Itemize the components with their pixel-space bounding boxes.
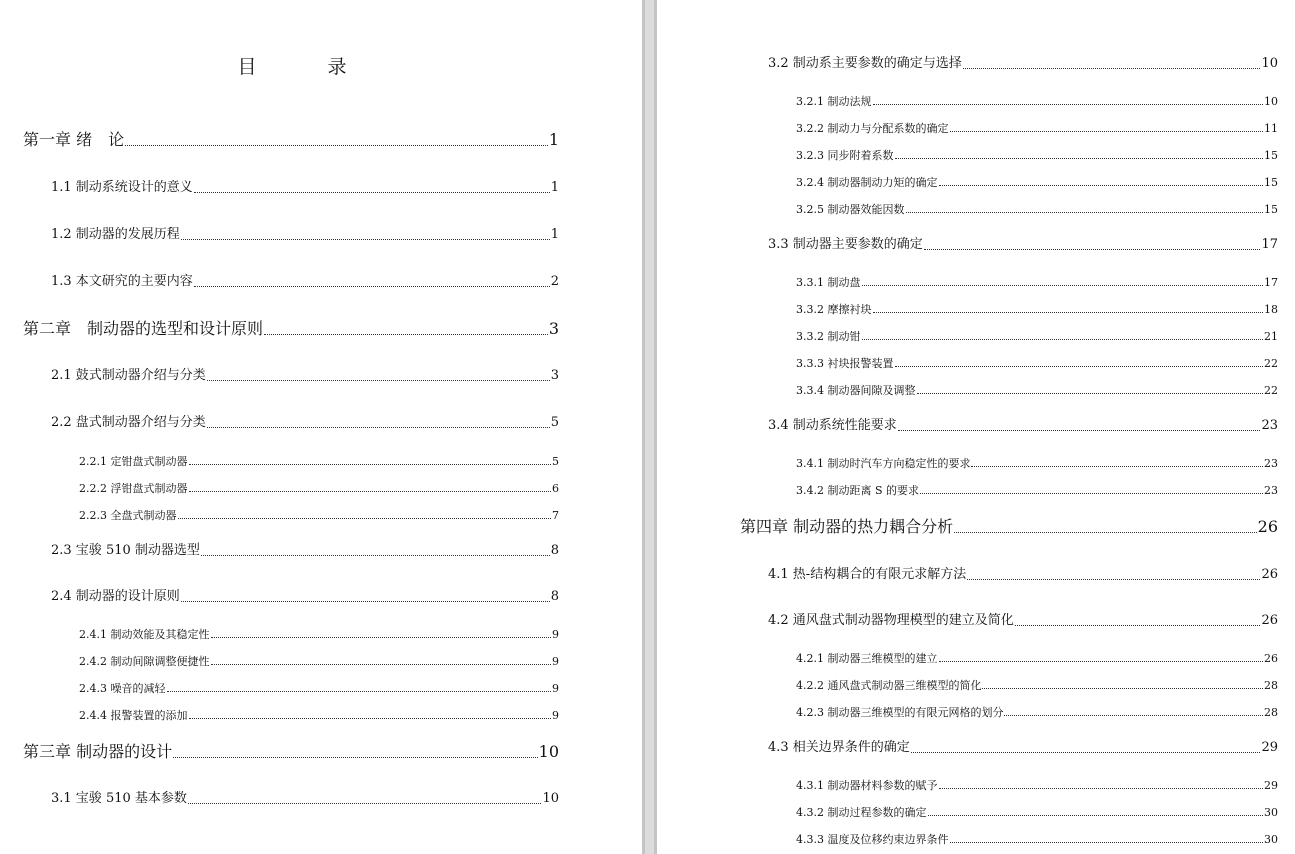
toc-entry-label: 1.2 制动器的发展历程 <box>51 227 180 242</box>
toc-entry-page: 15 <box>1264 176 1278 189</box>
toc-entry-label: 3.1 宝骏 510 基本参数 <box>51 791 187 806</box>
toc-title: 目 录 <box>237 56 373 78</box>
dot-leader <box>189 491 552 492</box>
toc-entry-subsection[interactable] <box>796 356 1278 371</box>
toc-entry-label: 4.2 通风盘式制动器物理模型的建立及简化 <box>768 613 1014 628</box>
toc-entry-label: 1.3 本文研究的主要内容 <box>51 274 193 289</box>
toc-entry-page: 23 <box>1264 484 1278 497</box>
toc-entry-page: 3 <box>548 319 559 338</box>
dot-leader <box>895 158 1264 159</box>
dot-leader <box>939 788 1264 789</box>
toc-entry-section[interactable] <box>768 55 1278 73</box>
toc-entry-subsection[interactable] <box>796 651 1278 666</box>
toc-entry-page: 5 <box>550 415 559 430</box>
toc-entry-label: 第三章 制动器的设计 <box>23 742 173 761</box>
dot-leader <box>211 664 552 665</box>
dot-leader <box>207 380 550 381</box>
toc-entry-label: 3.4 制动系统性能要求 <box>768 418 897 433</box>
toc-entry-page: 8 <box>550 589 559 604</box>
toc-entry-subsection[interactable] <box>79 627 559 642</box>
toc-entry-page: 3 <box>550 368 559 383</box>
toc-entry-subsection[interactable] <box>796 705 1278 720</box>
toc-entry-page: 11 <box>1264 122 1278 135</box>
toc-entry-subsection[interactable] <box>796 302 1278 317</box>
toc-entry-page: 9 <box>552 628 559 641</box>
dot-leader <box>194 286 550 287</box>
toc-entry-page: 8 <box>550 543 559 558</box>
toc-entry-label: 2.1 鼓式制动器介绍与分类 <box>51 368 206 383</box>
toc-entry-page: 22 <box>1264 384 1278 397</box>
dot-leader <box>906 212 1264 213</box>
toc-entry-subsection[interactable] <box>796 805 1278 820</box>
toc-entry-label: 2.2 盘式制动器介绍与分类 <box>51 415 206 430</box>
dot-leader <box>898 430 1261 431</box>
toc-entry-subsection[interactable] <box>796 383 1278 398</box>
toc-entry-label: 3.3 制动器主要参数的确定 <box>768 237 923 252</box>
toc-entry-label: 2.2.3 全盘式制动器 <box>79 509 177 522</box>
dot-leader <box>1015 625 1261 626</box>
toc-entry-label: 2.4.3 噪音的减轻 <box>79 682 166 695</box>
toc-entry-label: 4.2.1 制动器三维模型的建立 <box>796 652 938 665</box>
toc-entry-subsection[interactable] <box>796 275 1278 290</box>
toc-entry-label: 4.3 相关边界条件的确定 <box>768 740 910 755</box>
toc-entry-label: 4.3.3 温度及位移约束边界条件 <box>796 833 949 846</box>
dot-leader <box>178 518 552 519</box>
toc-entry-label: 3.2.3 同步附着系数 <box>796 149 894 162</box>
toc-entry-subsection[interactable] <box>79 654 559 669</box>
toc-entry-page: 21 <box>1264 330 1278 343</box>
toc-entry-page: 9 <box>552 682 559 695</box>
dot-leader <box>963 68 1261 69</box>
toc-entry-section[interactable] <box>51 179 559 197</box>
toc-entry-page: 17 <box>1264 276 1278 289</box>
dot-leader <box>895 366 1264 367</box>
toc-entry-subsection[interactable] <box>796 202 1278 217</box>
dot-leader <box>873 312 1264 313</box>
toc-entry-label: 3.4.1 制动时汽车方向稳定性的要求 <box>796 457 971 470</box>
dot-leader <box>201 555 550 556</box>
toc-entry-subsection[interactable] <box>79 681 559 696</box>
toc-entry-page: 10 <box>1261 56 1278 71</box>
toc-entry-page: 10 <box>542 791 559 806</box>
dot-leader <box>967 579 1260 580</box>
dot-leader <box>181 239 550 240</box>
toc-entry-label: 第一章 绪 论 <box>23 130 125 149</box>
dot-leader <box>920 493 1263 494</box>
toc-entry-subsection[interactable] <box>796 778 1278 793</box>
toc-entry-label: 3.3.2 摩擦衬块 <box>796 303 872 316</box>
dot-leader <box>264 334 548 335</box>
dot-leader <box>188 803 542 804</box>
dot-leader <box>939 661 1264 662</box>
toc-entry-section[interactable] <box>51 588 559 606</box>
dot-leader <box>181 601 550 602</box>
toc-entry-chapter[interactable] <box>23 742 559 762</box>
toc-entry-label: 2.4.2 制动间隙调整便捷性 <box>79 655 210 668</box>
dot-leader <box>1004 715 1263 716</box>
toc-entry-label: 3.3.2 制动钳 <box>796 330 861 343</box>
document-page-left <box>0 0 642 854</box>
toc-entry-page: 29 <box>1264 779 1278 792</box>
toc-entry-section[interactable] <box>768 739 1278 757</box>
toc-entry-subsection[interactable] <box>79 508 559 523</box>
toc-entry-section[interactable] <box>768 566 1278 584</box>
toc-entry-chapter[interactable] <box>23 319 559 339</box>
toc-entry-page: 28 <box>1264 679 1278 692</box>
toc-entry-subsection[interactable] <box>796 148 1278 163</box>
toc-entry-label: 2.2.1 定钳盘式制动器 <box>79 455 188 468</box>
toc-entry-subsection[interactable] <box>796 456 1278 471</box>
dot-leader <box>917 393 1264 394</box>
toc-entry-page: 23 <box>1261 418 1278 433</box>
toc-entry-subsection[interactable] <box>796 483 1278 498</box>
toc-entry-label: 3.2.4 制动器制动力矩的确定 <box>796 176 938 189</box>
toc-entry-page: 15 <box>1264 149 1278 162</box>
toc-entry-label: 4.2.3 制动器三维模型的有限元网格的划分 <box>796 706 1004 719</box>
toc-entry-section[interactable] <box>51 226 559 244</box>
toc-entry-section[interactable] <box>51 273 559 291</box>
dot-leader <box>194 192 550 193</box>
toc-entry-label: 3.3.4 制动器间隙及调整 <box>796 384 916 397</box>
toc-entry-section[interactable] <box>51 790 559 808</box>
toc-entry-label: 2.3 宝骏 510 制动器选型 <box>51 543 200 558</box>
toc-entry-label: 2.4.4 报警装置的添加 <box>79 709 188 722</box>
dot-leader <box>189 464 552 465</box>
toc-entry-label: 4.1 热-结构耦合的有限元求解方法 <box>768 567 967 582</box>
toc-entry-page: 15 <box>1264 203 1278 216</box>
toc-entry-page: 29 <box>1261 740 1278 755</box>
toc-entry-page: 2 <box>550 274 559 289</box>
dot-leader <box>173 757 538 758</box>
dot-leader <box>928 815 1264 816</box>
toc-entry-label: 1.1 制动系统设计的意义 <box>51 180 193 195</box>
toc-entry-section[interactable] <box>51 414 559 432</box>
toc-entry-page: 1 <box>548 130 559 149</box>
toc-entry-subsection[interactable] <box>79 481 559 496</box>
toc-entry-subsection[interactable] <box>796 94 1278 109</box>
dot-leader <box>862 285 1264 286</box>
toc-entry-label: 3.2.2 制动力与分配系数的确定 <box>796 122 949 135</box>
dot-leader <box>924 249 1261 250</box>
toc-entry-page: 9 <box>552 655 559 668</box>
toc-entry-page: 22 <box>1264 357 1278 370</box>
dot-leader <box>954 532 1257 533</box>
toc-entry-subsection[interactable] <box>796 329 1278 344</box>
document-page-right <box>657 0 1295 854</box>
toc-entry-subsection[interactable] <box>796 175 1278 190</box>
toc-entry-page: 1 <box>550 180 559 195</box>
toc-entry-chapter[interactable] <box>23 130 559 150</box>
dot-leader <box>950 131 1264 132</box>
toc-entry-label: 第四章 制动器的热力耦合分析 <box>740 517 954 536</box>
toc-entry-label: 4.3.2 制动过程参数的确定 <box>796 806 927 819</box>
toc-entry-subsection[interactable] <box>796 678 1278 693</box>
dot-leader <box>207 427 550 428</box>
page-shadow <box>642 0 645 854</box>
dot-leader <box>211 637 552 638</box>
dot-leader <box>911 752 1261 753</box>
toc-entry-page: 1 <box>550 227 559 242</box>
toc-entry-page: 28 <box>1264 706 1278 719</box>
toc-entry-page: 26 <box>1261 613 1278 628</box>
toc-entry-page: 30 <box>1264 806 1278 819</box>
toc-entry-page: 26 <box>1257 517 1278 536</box>
toc-entry-label: 3.3.1 制动盘 <box>796 276 861 289</box>
toc-entry-page: 9 <box>552 709 559 722</box>
dot-leader <box>862 339 1264 340</box>
toc-entry-label: 第二章 制动器的选型和设计原则 <box>23 319 264 338</box>
toc-entry-label: 2.2.2 浮钳盘式制动器 <box>79 482 188 495</box>
toc-entry-page: 7 <box>552 509 559 522</box>
toc-entry-page: 18 <box>1264 303 1278 316</box>
dot-leader <box>125 145 548 146</box>
toc-entry-chapter[interactable] <box>740 517 1278 537</box>
toc-entry-label: 4.3.1 制动器材料参数的赋予 <box>796 779 938 792</box>
toc-entry-page: 30 <box>1264 833 1278 846</box>
toc-entry-page: 6 <box>552 482 559 495</box>
dot-leader <box>982 688 1263 689</box>
toc-entry-section[interactable] <box>51 367 559 385</box>
toc-entry-page: 10 <box>538 742 559 761</box>
dot-leader <box>939 185 1264 186</box>
toc-entry-label: 3.4.2 制动距离 S 的要求 <box>796 484 920 497</box>
toc-entry-subsection[interactable] <box>796 121 1278 136</box>
toc-entry-page: 10 <box>1264 95 1278 108</box>
toc-entry-section[interactable] <box>768 612 1278 630</box>
toc-entry-subsection[interactable] <box>796 832 1278 847</box>
dot-leader <box>971 466 1263 467</box>
toc-entry-label: 2.4 制动器的设计原则 <box>51 589 180 604</box>
toc-entry-subsection[interactable] <box>79 454 559 469</box>
toc-entry-page: 17 <box>1261 237 1278 252</box>
toc-entry-label: 2.4.1 制动效能及其稳定性 <box>79 628 210 641</box>
toc-entry-section[interactable] <box>51 542 559 560</box>
toc-entry-label: 3.3.3 衬块报警装置 <box>796 357 894 370</box>
toc-entry-page: 26 <box>1264 652 1278 665</box>
toc-entry-label: 3.2 制动系主要参数的确定与选择 <box>768 56 962 71</box>
toc-entry-label: 4.2.2 通风盘式制动器三维模型的简化 <box>796 679 982 692</box>
toc-entry-section[interactable] <box>768 236 1278 254</box>
toc-entry-page: 26 <box>1261 567 1278 582</box>
toc-entry-section[interactable] <box>768 417 1278 435</box>
toc-entry-label: 3.2.1 制动法规 <box>796 95 872 108</box>
toc-entry-subsection[interactable] <box>79 708 559 723</box>
dot-leader <box>189 718 552 719</box>
page-gap <box>642 0 657 854</box>
dot-leader <box>873 104 1264 105</box>
dot-leader <box>167 691 552 692</box>
toc-entry-page: 23 <box>1264 457 1278 470</box>
dot-leader <box>950 842 1264 843</box>
toc-entry-label: 3.2.5 制动器效能因数 <box>796 203 905 216</box>
toc-entry-page: 5 <box>552 455 559 468</box>
